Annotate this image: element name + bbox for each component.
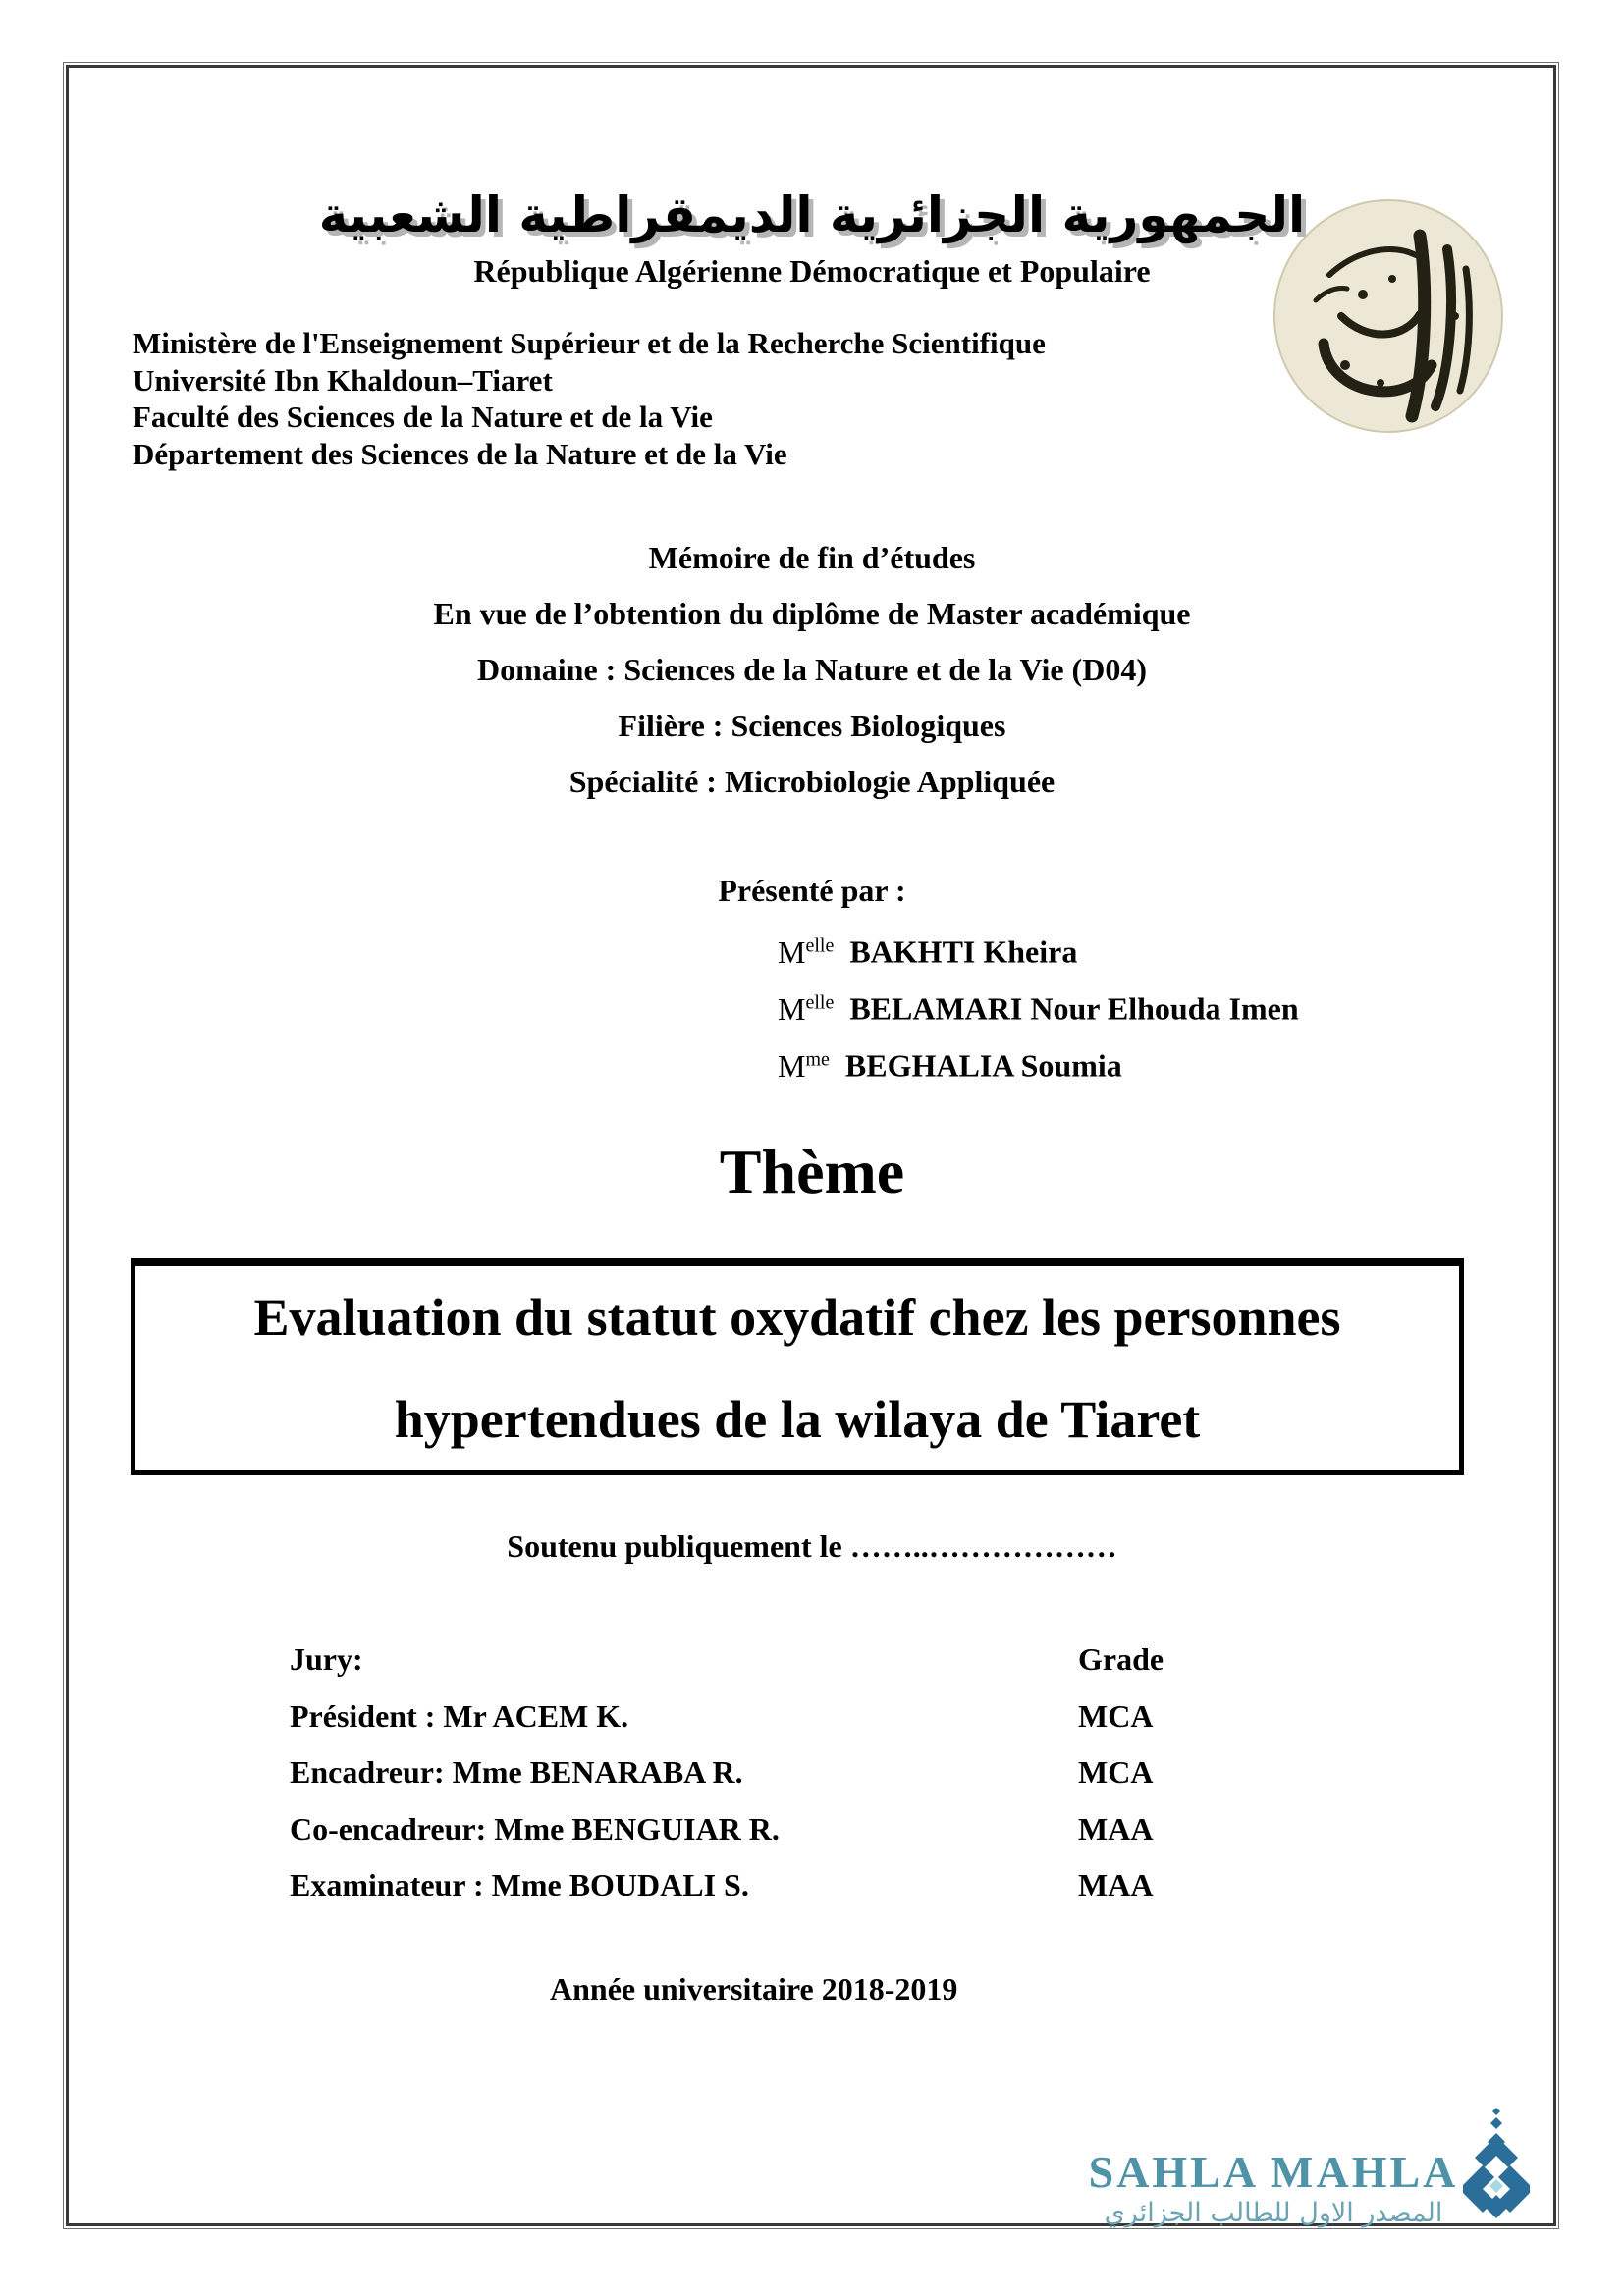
jury-member: Examinateur : Mme BOUDALI S. — [290, 1867, 749, 1902]
university-seal-icon — [1272, 198, 1504, 434]
jury-row — [290, 1857, 1419, 1914]
presented-by-label: Présenté par : — [718, 873, 906, 908]
author-row — [778, 1031, 1299, 1088]
thesis-title-box — [131, 1258, 1464, 1475]
jury-header-label: Jury: — [290, 1641, 363, 1677]
jury-member: Président : Mr ACEM K. — [290, 1697, 629, 1734]
author-row — [778, 974, 1299, 1031]
memoire-line: En vue de l’obtention du diplôme de Master académique — [433, 596, 1191, 631]
thesis-title-line1: Evaluation du statut oxydatif chez les personnes — [253, 1288, 1341, 1347]
memoire-line: Spécialité : Microbiologie Appliquée — [568, 764, 1056, 799]
jury-grade: MCA — [1078, 1754, 1154, 1789]
author-name: BELAMARI Nour Elhouda Imen — [849, 990, 1299, 1027]
grade-header-label: Grade — [1078, 1641, 1164, 1677]
brand-tagline: المصدر الاول للطالب الجزائري — [1104, 2198, 1443, 2228]
jury-row — [290, 1801, 1419, 1858]
jury-grade: MAA — [1078, 1867, 1154, 1902]
defense-date-line: Soutenu publiquement le ……..……………… — [507, 1528, 1117, 1564]
author-name: BEGHALIA Soumia — [844, 1047, 1122, 1084]
ministry-line: Ministère de l'Enseignement Supérieur et de la Recherche Scientifique — [133, 326, 1046, 360]
brand-name: SAHLA MAHLA — [1088, 2147, 1459, 2197]
author-title: $M^{elle}$ — [778, 934, 835, 970]
jury-grade: MAA — [1078, 1810, 1154, 1846]
author-title: $M^{me}$ — [778, 1047, 830, 1084]
memoire-line: Domaine : Sciences de la Nature et de la Vie (D04) — [477, 652, 1147, 687]
jury-header-row — [290, 1631, 1419, 1688]
degree-block — [66, 530, 1558, 810]
jury-row — [290, 1744, 1419, 1801]
author-name: BAKHTI Kheira — [849, 934, 1078, 970]
memoire-line: Filière : Sciences Biologiques — [618, 708, 1006, 743]
authors-list — [778, 917, 1299, 1088]
author-row — [778, 917, 1299, 974]
faculty-line: Faculté des Sciences de la Nature et de la Vie — [133, 400, 713, 434]
jury-member: Co-encadreur: Mme BENGUIAR R. — [290, 1810, 780, 1846]
institution-block — [133, 325, 1046, 472]
theme-heading: Thème — [719, 1137, 905, 1206]
academic-year: Année universitaire 2018-2019 — [550, 1971, 958, 2006]
university-line: Université Ibn Khaldoun–Tiaret — [133, 362, 553, 398]
arabic-republic-title: الجمهورية الجزائرية الديمقراطية الشعبية — [318, 187, 1306, 243]
jury-row — [290, 1688, 1419, 1745]
thesis-title-line2: hypertendues de la wilaya de Tiaret — [394, 1390, 1201, 1449]
jury-grade: MCA — [1078, 1697, 1154, 1734]
memoire-line: Mémoire de fin d’études — [648, 540, 976, 575]
republic-line: République Algérienne Démocratique et Populaire — [473, 253, 1151, 289]
jury-table — [290, 1631, 1419, 1914]
jury-member: Encadreur: Mme BENARABA R. — [290, 1754, 743, 1789]
department-line: Département des Sciences de la Nature et de la Vie — [133, 436, 787, 471]
author-title: $M^{elle}$ — [778, 990, 835, 1027]
sahla-mahla-logo-icon — [1455, 2107, 1538, 2222]
